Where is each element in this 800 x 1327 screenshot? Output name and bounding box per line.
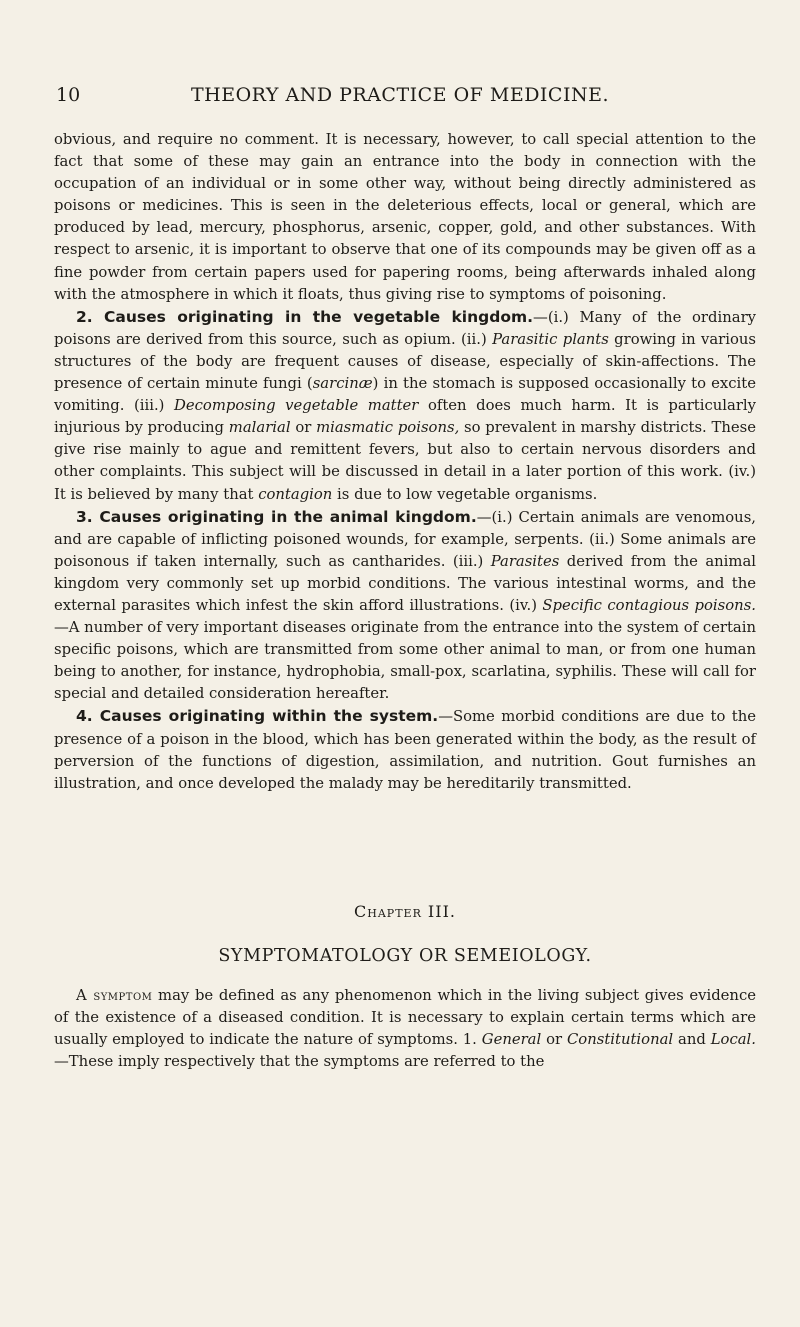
running-title: THEORY AND PRACTICE OF MEDICINE. (190, 84, 610, 106)
paragraph-continued: obvious, and require no comment. It is necessary, however, to call special attention to the fact that some of these may gain an entrance into the body in connection with the occupation of an individual or in some other way, without being directly administered as poisons or medicines. This is seen in the deleterious effects, local or general, which are produced by lead, mercury, phosphorus, arsenic, copper, gold, and other substances. With respect to arsenic, it is important to observe that one of its compounds may be given off as a fine powder from certain papers used for papering rooms, being afterwards inhaled along with the atmosphere in which it floats, thus giving rise to symptoms of poisoning. (54, 131, 756, 303)
text: —A number of very important diseases originate from the entrance into the system of certain specific poisons, which are transmitted from some other animal to man, or from one human being to another, for instance, hydrophobia, small-pox, scarlatina, syphilis. These will call for special and detailed consideration hereafter. (54, 619, 756, 703)
text: often does much harm. It is particularly injurious by producing (54, 397, 756, 437)
section-heading-animal: 3. Causes originating in the animal kingdom. (76, 507, 477, 526)
italic-term: Parasites (490, 552, 560, 570)
italic-term: miasmatic poisons, (316, 419, 460, 437)
italic-term: Decomposing vegetable matter (174, 397, 419, 415)
text: derived from the animal kingdom very commonly set up morbid conditions. The various intestinal worms, and the external parasites which infest the skin afford illustrations. (iv.) (54, 552, 756, 614)
section-heading-vegetable: 2. Causes originating in the vegetable kingdom. (76, 307, 534, 326)
text: —These imply respectively that the symptoms are referred to the (54, 1053, 545, 1071)
paragraph-within-system (54, 705, 756, 794)
text: —Some morbid conditions are due to the presence of a poison in the blood, which has been generated within the body, as the result of perversion of the functions of digestion, assimilation, and nutrition. Gout furnishes an illustration, and once developed the malady may be hereditarily transmitted. (54, 708, 756, 792)
italic-term: Specific contagious poisons. (542, 596, 756, 614)
page-number: 10 (56, 84, 81, 106)
italic-term: Constitutional (566, 1031, 674, 1049)
text: growing in various structures of the body are frequent causes of disease, especially of skin-affections. The presence of certain minute fungi ( (54, 330, 757, 393)
text: —(i.) Certain animals are venomous, and are capable of inflicting poisoned wounds, for example, serpents. (ii.) Some animals are poisonous if taken internally, such as cantharides. (iii.) (54, 508, 756, 570)
chapter-title: SYMPTOMATOLOGY OR SEMEIOLOGY. (218, 945, 592, 966)
text: may be defined as any phenomenon which in the living subject gives evidence of the existence of a diseased condition. It is necessary to explain certain terms which are usually employed to indicate the nature of symptoms. 1. (54, 987, 756, 1049)
page-body (54, 129, 756, 1073)
section-heading-within-system: 4. Causes originating within the system. (76, 707, 439, 726)
text: is due to low vegetable organisms. (332, 485, 598, 503)
paragraph-animal-kingdom (54, 506, 756, 706)
page-header (0, 84, 800, 114)
paragraph-symptom-definition (54, 985, 756, 1073)
italic-term: sarcinæ (312, 375, 373, 393)
italic-term: Local. (710, 1031, 756, 1049)
text: or (541, 1031, 567, 1049)
text: so prevalent in marshy districts. These give rise mainly to ague and remittent fevers, but also to certain nervous disorders and other complaints. This subject will be discussed in detail in a later portion of this work. (iv.) It is believed by many that (54, 419, 757, 503)
chapter-label: Chapter III. (354, 901, 456, 921)
italic-term: malarial (228, 419, 291, 437)
text: —(i.) Many of the ordinary poisons are derived from this source, such as opium. (ii.) (54, 308, 756, 348)
italic-term: General (481, 1031, 542, 1049)
text: and (673, 1031, 711, 1049)
small-caps-lead: A symptom (76, 987, 153, 1004)
italic-term: contagion (258, 485, 333, 503)
paragraph-vegetable-kingdom (54, 306, 756, 506)
italic-term: Parasitic plants (492, 330, 609, 348)
text: ) in the stomach is supposed occasionally to excite vomiting. (iii.) (54, 375, 756, 415)
text: or (290, 419, 317, 437)
